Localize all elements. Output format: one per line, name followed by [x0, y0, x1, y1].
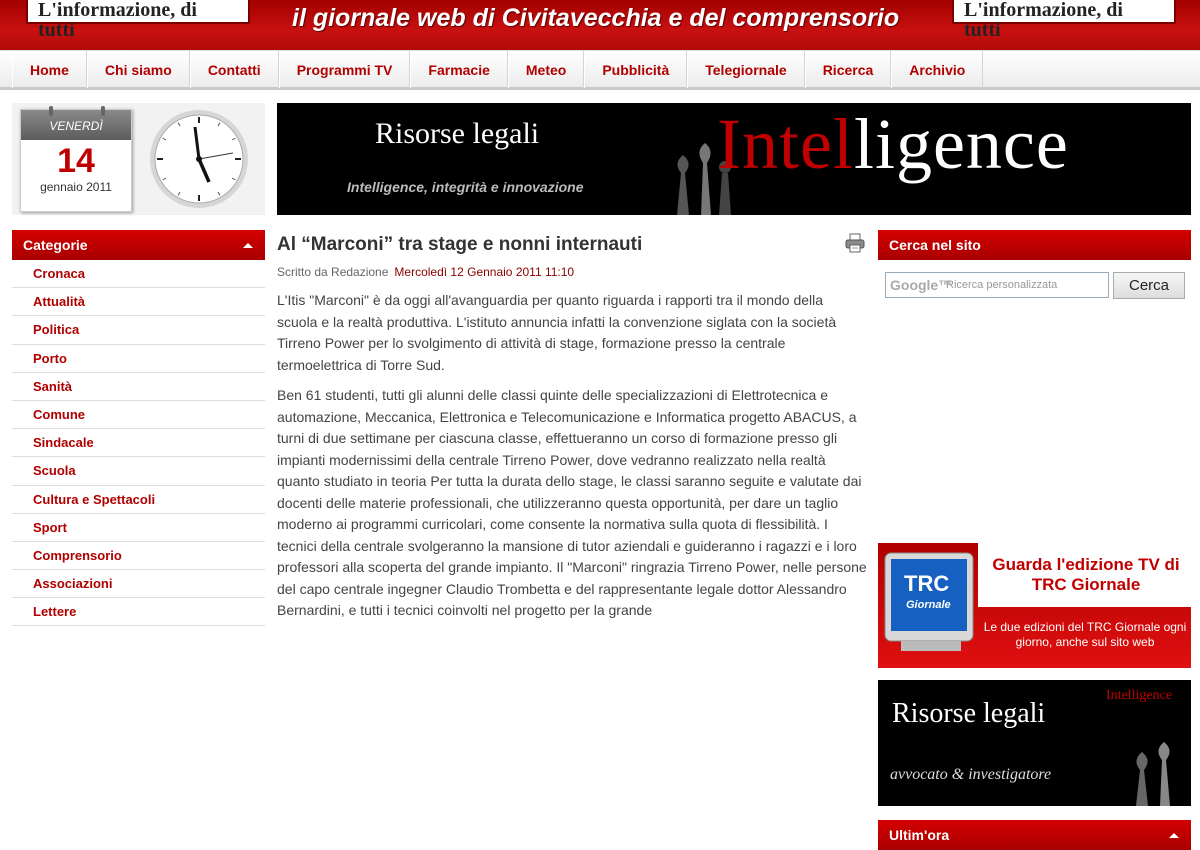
category-item-associazioni[interactable]: Associazioni	[12, 570, 265, 598]
trc-logo-text: TRC	[904, 571, 950, 596]
date-widget	[12, 103, 265, 215]
trc-ad-title: Guarda l'edizione TV di TRC Giornale	[992, 555, 1180, 594]
article-paragraph: L'Itis "Marconi" è da oggi all'avanguardia per quanto riguarda i rapporti tra il mondo della scuola e la realtà produttiva. L'istituto annuncia infatti la convenzione siglata con la società Tirreno Power per lo svolgimento di attività di stage, formazione presso la centrale termoelettrica di Torre Sud.	[277, 292, 837, 373]
google-logo: Google™	[890, 277, 953, 293]
category-item-lettere[interactable]: Lettere	[12, 598, 265, 626]
ad-title: Risorse legali	[892, 698, 1046, 729]
search-header: Cerca nel sito	[878, 230, 1191, 260]
article-title: Al “Marconi” tra stage e nonni internauti	[277, 234, 643, 255]
category-item-scuola[interactable]: Scuola	[12, 457, 265, 485]
categories-header[interactable]	[12, 230, 265, 260]
nav-item-contatti[interactable]: Contatti	[190, 51, 279, 88]
category-item-attualita[interactable]: Attualità	[12, 288, 265, 316]
nav-item-ricerca[interactable]: Ricerca	[805, 51, 892, 88]
nav-item-programmi-tv[interactable]: Programmi TV	[279, 51, 411, 88]
banner-subtitle: Intelligence, integrità e innovazione	[347, 179, 584, 195]
trc-logo-subtext: Giornale	[906, 599, 951, 611]
site-header	[0, 0, 1200, 50]
main-nav	[0, 50, 1200, 90]
calendar-card	[20, 109, 132, 212]
category-item-comprensorio[interactable]: Comprensorio	[12, 542, 265, 570]
collapse-arrow-icon[interactable]	[243, 243, 253, 248]
right-column	[878, 230, 1191, 843]
article-byline	[277, 263, 867, 281]
search-button[interactable]: Cerca	[1113, 272, 1185, 299]
article-paragraph: Ben 61 studenti, tutti gli alunni delle classi quinte delle specializzazioni di Elettrotecnica e automazione, Meccanica, Elettronica e Telecomunicazione e Informatica progetto ABACUS, a turni di due settimane per ciascuna classe, effettueranno un corso di formazione presso gli impianti modernissimi della centrale Tirreno Power, dove vedranno realizzato nella realtà quanto studiato in teoria Per tutta la durata dello stage, le classi saranno seguite e valutate dai docenti delle materie professionali, che utilizzeranno questa opportunità, per dare un taglio moderno ai programmi curricolari, come consente la normativa sulla quota di flessibilità. I tecnici della centrale svolgeranno la mansione di tutor aziendali e guideranno i ragazzi e i loro professori alla scoperta del grande impianto. Il "Marconi" ringrazia Tirreno Power, nelle persone del capo centrale ingegner Claudio Trombetta e del rappresentante legale dottor Alessandro Bernardini, e tutti i tecnici coinvolti nel progetto per la grande	[277, 387, 867, 618]
nav-item-archivio[interactable]: Archivio	[891, 51, 983, 88]
nav-item-pubblicita[interactable]: Pubblicità	[584, 51, 687, 88]
banner-title: Risorse legali	[375, 117, 540, 150]
article-date: Mercoledì 12 Gennaio 2011 11:10	[394, 265, 575, 279]
calendar-ring	[49, 106, 53, 116]
search-input[interactable]: Ricerca personalizzata	[885, 272, 1109, 298]
brand-part-b: ligence	[853, 104, 1069, 184]
ultim-ora-header[interactable]	[878, 820, 1191, 850]
banner-brand-logo	[717, 103, 1069, 186]
site-logo-right[interactable]: L'informazione, di tutti	[952, 0, 1176, 24]
category-item-cultura-spettacoli[interactable]: Cultura e Spettacoli	[12, 486, 265, 514]
category-list	[12, 260, 265, 626]
ultim-ora-heading: Ultim'ora	[889, 827, 950, 843]
site-logo-left[interactable]: L'informazione, di tutti	[26, 0, 250, 24]
category-item-politica[interactable]: Politica	[12, 316, 265, 344]
categories-heading: Categorie	[23, 237, 88, 253]
risorse-legali-ad[interactable]	[878, 680, 1191, 806]
category-item-porto[interactable]: Porto	[12, 345, 265, 373]
calendar-ring	[101, 106, 105, 116]
collapse-arrow-icon[interactable]	[1169, 833, 1179, 838]
ad-brand: Intelligence	[1106, 688, 1173, 703]
brand-part-a: Intel	[717, 104, 854, 184]
clock-icon	[147, 107, 251, 211]
article-author: Scritto da Redazione	[277, 265, 389, 279]
calendar-day-number: 14	[57, 142, 95, 180]
categories-sidebar	[12, 230, 265, 626]
nav-item-meteo[interactable]: Meteo	[508, 51, 584, 88]
nav-item-home[interactable]: Home	[12, 51, 87, 88]
nav-item-telegiornale[interactable]: Telegiornale	[687, 51, 804, 88]
category-item-sport[interactable]: Sport	[12, 514, 265, 542]
nav-item-farmacie[interactable]: Farmacie	[410, 51, 507, 88]
category-item-sanita[interactable]: Sanità	[12, 373, 265, 401]
site-tagline: il giornale web di Civitavecchia e del comprensorio	[292, 4, 900, 32]
category-item-comune[interactable]: Comune	[12, 401, 265, 429]
ad-subtitle: avvocato & investigatore	[890, 766, 1052, 783]
nav-item-chi-siamo[interactable]: Chi siamo	[87, 51, 190, 88]
calendar-month-year: gennaio 2011	[40, 180, 112, 194]
intelligence-banner-ad[interactable]	[277, 103, 1191, 215]
calendar-weekday: VENERDÌ	[21, 110, 131, 140]
article	[277, 230, 867, 622]
trc-giornale-ad[interactable]	[878, 543, 1191, 668]
chess-pieces-icon	[1128, 720, 1188, 806]
print-icon[interactable]	[845, 233, 865, 253]
category-item-sindacale[interactable]: Sindacale	[12, 429, 265, 457]
ultim-ora-section	[878, 820, 1191, 850]
category-item-cronaca[interactable]: Cronaca	[12, 260, 265, 288]
nav-bar	[12, 51, 983, 88]
trc-ad-subtitle: Le due edizioni del TRC Giornale ogni giorno, anche sul sito web	[983, 620, 1187, 649]
